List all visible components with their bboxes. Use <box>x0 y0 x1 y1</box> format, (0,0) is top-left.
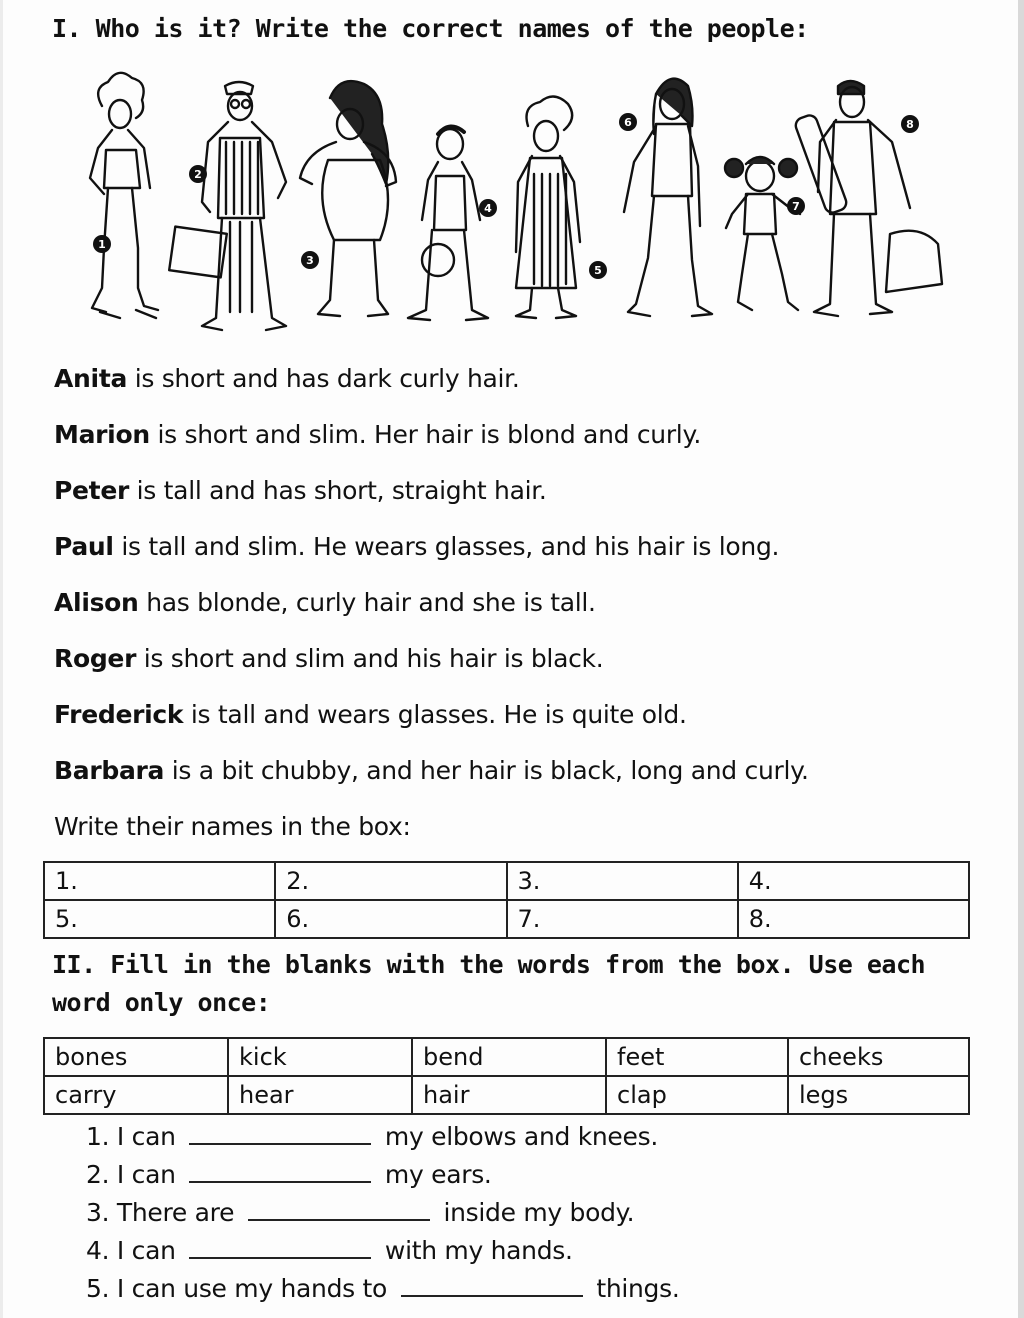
answer-cell[interactable]: 3. <box>507 862 738 900</box>
description-text: is short and slim and his hair is black. <box>136 644 604 673</box>
answer-blank[interactable] <box>248 1199 430 1221</box>
exercise-5 <box>86 1274 680 1303</box>
section-1-heading: I. Who is it? Write the correct names of the people: <box>52 14 809 43</box>
person-6-figure <box>624 79 712 316</box>
badge-6 <box>619 113 637 131</box>
description-8 <box>54 756 809 785</box>
description-text: has blonde, curly hair and she is tall. <box>138 588 596 617</box>
description-4 <box>54 532 779 561</box>
person-3-figure <box>300 81 396 316</box>
exercise-4 <box>86 1236 573 1265</box>
badge-5-label: 5 <box>594 264 602 277</box>
exercise-text-after: things. <box>588 1274 680 1303</box>
exercise-text-before: 4. I can <box>86 1236 184 1265</box>
exercise-1 <box>86 1122 658 1151</box>
answer-cell[interactable]: 4. <box>738 862 969 900</box>
description-7 <box>54 700 687 729</box>
badge-7 <box>787 197 805 215</box>
table-row <box>44 1076 969 1114</box>
word-cell: bend <box>412 1038 606 1076</box>
answer-blank[interactable] <box>189 1161 371 1183</box>
description-text: is tall and has short, straight hair. <box>129 476 547 505</box>
badge-8-label: 8 <box>906 118 914 131</box>
exercise-text-after: with my hands. <box>377 1236 573 1265</box>
page-edge-left <box>0 0 3 1318</box>
description-name: Frederick <box>54 700 184 729</box>
badge-2-label: 2 <box>194 168 202 181</box>
badge-7-label: 7 <box>792 200 800 213</box>
word-cell: clap <box>606 1076 788 1114</box>
description-2 <box>54 420 701 449</box>
person-1-figure <box>90 73 158 318</box>
exercise-text-after: inside my body. <box>435 1198 635 1227</box>
badge-6-label: 6 <box>624 116 632 129</box>
badge-3-label: 3 <box>306 254 314 267</box>
word-cell: kick <box>228 1038 412 1076</box>
exercise-text-before: 2. I can <box>86 1160 184 1189</box>
word-box-table <box>43 1037 970 1115</box>
description-text: is short and slim. Her hair is blond and curly. <box>149 420 702 449</box>
answer-blank[interactable] <box>189 1237 371 1259</box>
description-name: Barbara <box>54 756 165 785</box>
badge-1-label: 1 <box>98 238 106 251</box>
people-illustration <box>60 64 960 339</box>
description-5 <box>54 588 596 617</box>
badge-4 <box>479 199 497 217</box>
word-cell: hear <box>228 1076 412 1114</box>
description-text: is short and has dark curly hair. <box>127 364 520 393</box>
badge-2 <box>189 165 207 183</box>
description-name: Paul <box>54 532 114 561</box>
word-cell: hair <box>412 1076 606 1114</box>
names-instruction: Write their names in the box: <box>54 812 411 841</box>
description-1 <box>54 364 520 393</box>
answer-cell[interactable]: 2. <box>275 862 506 900</box>
description-name: Peter <box>54 476 130 505</box>
exercise-text-before: 3. There are <box>86 1198 242 1227</box>
description-name: Anita <box>54 364 128 393</box>
description-3 <box>54 476 547 505</box>
description-6 <box>54 644 603 673</box>
word-cell: feet <box>606 1038 788 1076</box>
person-4-figure <box>408 126 488 320</box>
answer-cell[interactable]: 5. <box>44 900 275 938</box>
answer-cell[interactable]: 6. <box>275 900 506 938</box>
description-name: Roger <box>54 644 137 673</box>
exercise-text-after: my elbows and knees. <box>377 1122 658 1151</box>
description-text: is tall and slim. He wears glasses, and his hair is long. <box>113 532 780 561</box>
names-answer-table <box>43 861 970 939</box>
exercise-2 <box>86 1160 492 1189</box>
table-row <box>44 900 969 938</box>
table-row <box>44 1038 969 1076</box>
exercise-text-before: 1. I can <box>86 1122 184 1151</box>
badge-1 <box>93 235 111 253</box>
word-cell: legs <box>788 1076 969 1114</box>
person-5-figure <box>516 96 580 318</box>
description-text: is a bit chubby, and her hair is black, long and curly. <box>164 756 809 785</box>
person-2-figure <box>169 82 286 330</box>
description-name: Alison <box>54 588 139 617</box>
answer-cell[interactable]: 8. <box>738 900 969 938</box>
description-name: Marion <box>54 420 150 449</box>
badge-5 <box>589 261 607 279</box>
answer-blank[interactable] <box>189 1123 371 1145</box>
section-2-heading: II. Fill in the blanks with the words from the box. Use each word only once: <box>52 950 926 1017</box>
description-text: is tall and wears glasses. He is quite old. <box>183 700 687 729</box>
person-8-figure <box>794 81 942 316</box>
word-cell: cheeks <box>788 1038 969 1076</box>
exercise-3 <box>86 1198 634 1227</box>
answer-cell[interactable]: 7. <box>507 900 738 938</box>
badge-8 <box>901 115 919 133</box>
word-cell: bones <box>44 1038 228 1076</box>
badge-3 <box>301 251 319 269</box>
word-cell: carry <box>44 1076 228 1114</box>
answer-cell[interactable]: 1. <box>44 862 275 900</box>
person-7-figure <box>725 157 800 310</box>
page-edge-right <box>1018 0 1024 1318</box>
exercise-text-before: 5. I can use my hands to <box>86 1274 395 1303</box>
answer-blank[interactable] <box>401 1275 583 1297</box>
exercise-text-after: my ears. <box>377 1160 492 1189</box>
table-row <box>44 862 969 900</box>
badge-4-label: 4 <box>484 202 492 215</box>
